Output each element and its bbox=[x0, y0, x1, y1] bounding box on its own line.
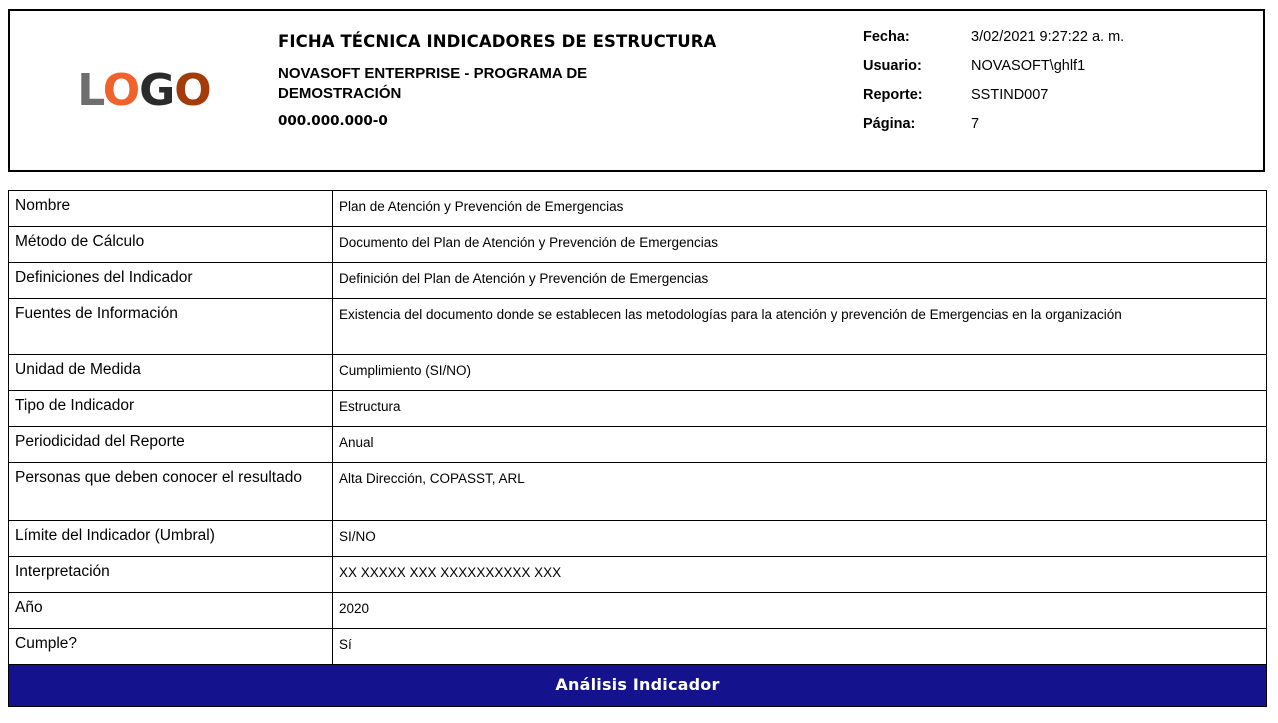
logo-letter-g: G bbox=[139, 64, 175, 116]
row-label-cell bbox=[9, 391, 333, 427]
meta-value-reporte: SSTIND007 bbox=[971, 87, 1049, 103]
row-label-cumple: Cumple? bbox=[15, 635, 78, 652]
row-value-fuentes: Existencia del documento donde se establecen las metodologías para la atención y prevención de Emergencias en la organización bbox=[339, 307, 1122, 322]
company-nit: 000.000.000-0 bbox=[278, 113, 388, 130]
row-value-cell bbox=[333, 463, 1267, 521]
report-header bbox=[8, 9, 1265, 172]
table-row bbox=[9, 355, 1267, 391]
document-title: FICHA TÉCNICA INDICADORES DE ESTRUCTURA bbox=[278, 32, 717, 51]
meta-label-reporte: Reporte: bbox=[863, 87, 923, 103]
meta-label-usuario: Usuario: bbox=[863, 58, 922, 74]
row-value-cell bbox=[333, 593, 1267, 629]
table-row bbox=[9, 463, 1267, 521]
row-label-personas-conocer: Personas que deben conocer el resultado bbox=[15, 469, 302, 486]
row-value-definiciones: Definición del Plan de Atención y Prevención de Emergencias bbox=[339, 271, 709, 286]
row-label-cell bbox=[9, 263, 333, 299]
row-label-unidad-medida: Unidad de Medida bbox=[15, 361, 141, 378]
row-label-cell bbox=[9, 629, 333, 665]
table-row bbox=[9, 593, 1267, 629]
row-label-cell bbox=[9, 463, 333, 521]
meta-row-pagina bbox=[863, 116, 1263, 132]
row-label-cell bbox=[9, 227, 333, 263]
table-row bbox=[9, 557, 1267, 593]
indicator-detail-table bbox=[8, 190, 1267, 707]
row-label-cell bbox=[9, 191, 333, 227]
table-row bbox=[9, 263, 1267, 299]
row-label-cell bbox=[9, 593, 333, 629]
table-row bbox=[9, 191, 1267, 227]
row-value-unidad-medida: Cumplimiento (SI/NO) bbox=[339, 363, 472, 378]
report-metadata bbox=[855, 11, 1263, 132]
table-row bbox=[9, 391, 1267, 427]
row-value-cell bbox=[333, 521, 1267, 557]
row-label-nombre: Nombre bbox=[15, 197, 71, 214]
logo-letter-l: L bbox=[77, 64, 103, 116]
row-value-ano: 2020 bbox=[339, 601, 370, 616]
row-value-cell bbox=[333, 629, 1267, 665]
table-row bbox=[9, 227, 1267, 263]
row-label-tipo-indicador: Tipo de Indicador bbox=[15, 397, 135, 414]
row-label-fuentes: Fuentes de Información bbox=[15, 305, 178, 322]
row-value-metodo-calculo: Documento del Plan de Atención y Prevención de Emergencias bbox=[339, 235, 718, 250]
row-value-cell bbox=[333, 391, 1267, 427]
analysis-banner-label: Análisis Indicador bbox=[9, 665, 1266, 706]
row-label-cell bbox=[9, 427, 333, 463]
row-label-ano: Año bbox=[15, 599, 43, 616]
meta-row-usuario bbox=[863, 58, 1263, 74]
meta-label-pagina: Página: bbox=[863, 116, 916, 132]
meta-value-pagina: 7 bbox=[971, 116, 980, 132]
row-value-cell bbox=[333, 299, 1267, 355]
row-value-nombre: Plan de Atención y Prevención de Emergencias bbox=[339, 199, 624, 214]
row-value-tipo-indicador: Estructura bbox=[339, 399, 401, 414]
row-value-personas-conocer: Alta Dirección, COPASST, ARL bbox=[339, 471, 525, 486]
row-label-limite-umbral: Límite del Indicador (Umbral) bbox=[15, 527, 215, 544]
logo-letter-o-2: O bbox=[174, 64, 211, 116]
meta-value-fecha: 3/02/2021 9:27:22 a. m. bbox=[971, 29, 1125, 45]
meta-row-fecha bbox=[863, 29, 1263, 45]
row-label-metodo-calculo: Método de Cálculo bbox=[15, 233, 145, 250]
meta-value-usuario: NOVASOFT\ghlf1 bbox=[971, 58, 1086, 74]
table-row bbox=[9, 427, 1267, 463]
analysis-banner-row bbox=[9, 665, 1267, 707]
row-label-periodicidad: Periodicidad del Reporte bbox=[15, 433, 185, 450]
row-label-interpretacion: Interpretación bbox=[15, 563, 110, 580]
logo-cell bbox=[10, 11, 278, 170]
table-row bbox=[9, 521, 1267, 557]
row-label-definiciones: Definiciones del Indicador bbox=[15, 269, 193, 286]
row-label-cell bbox=[9, 521, 333, 557]
meta-row-reporte bbox=[863, 87, 1263, 103]
row-value-cell bbox=[333, 557, 1267, 593]
row-value-cell bbox=[333, 355, 1267, 391]
table-row bbox=[9, 629, 1267, 665]
row-value-cell bbox=[333, 427, 1267, 463]
company-logo bbox=[77, 64, 211, 116]
analysis-banner-cell bbox=[9, 665, 1267, 707]
title-cell bbox=[278, 11, 855, 129]
row-value-cell bbox=[333, 263, 1267, 299]
table-row bbox=[9, 299, 1267, 355]
row-label-cell bbox=[9, 557, 333, 593]
row-value-interpretacion: XX XXXXX XXX XXXXXXXXXX XXX bbox=[339, 565, 562, 580]
row-label-cell bbox=[9, 355, 333, 391]
row-value-cumple: Sí bbox=[339, 637, 352, 652]
row-value-cell bbox=[333, 227, 1267, 263]
row-value-periodicidad: Anual bbox=[339, 435, 374, 450]
row-value-limite-umbral: SI/NO bbox=[339, 529, 376, 544]
row-value-cell bbox=[333, 191, 1267, 227]
meta-label-fecha: Fecha: bbox=[863, 29, 910, 45]
row-label-cell bbox=[9, 299, 333, 355]
logo-letter-o-1: O bbox=[102, 64, 140, 116]
company-name: NOVASOFT ENTERPRISE - PROGRAMA DE DEMOSTRACIÓN bbox=[278, 64, 588, 103]
